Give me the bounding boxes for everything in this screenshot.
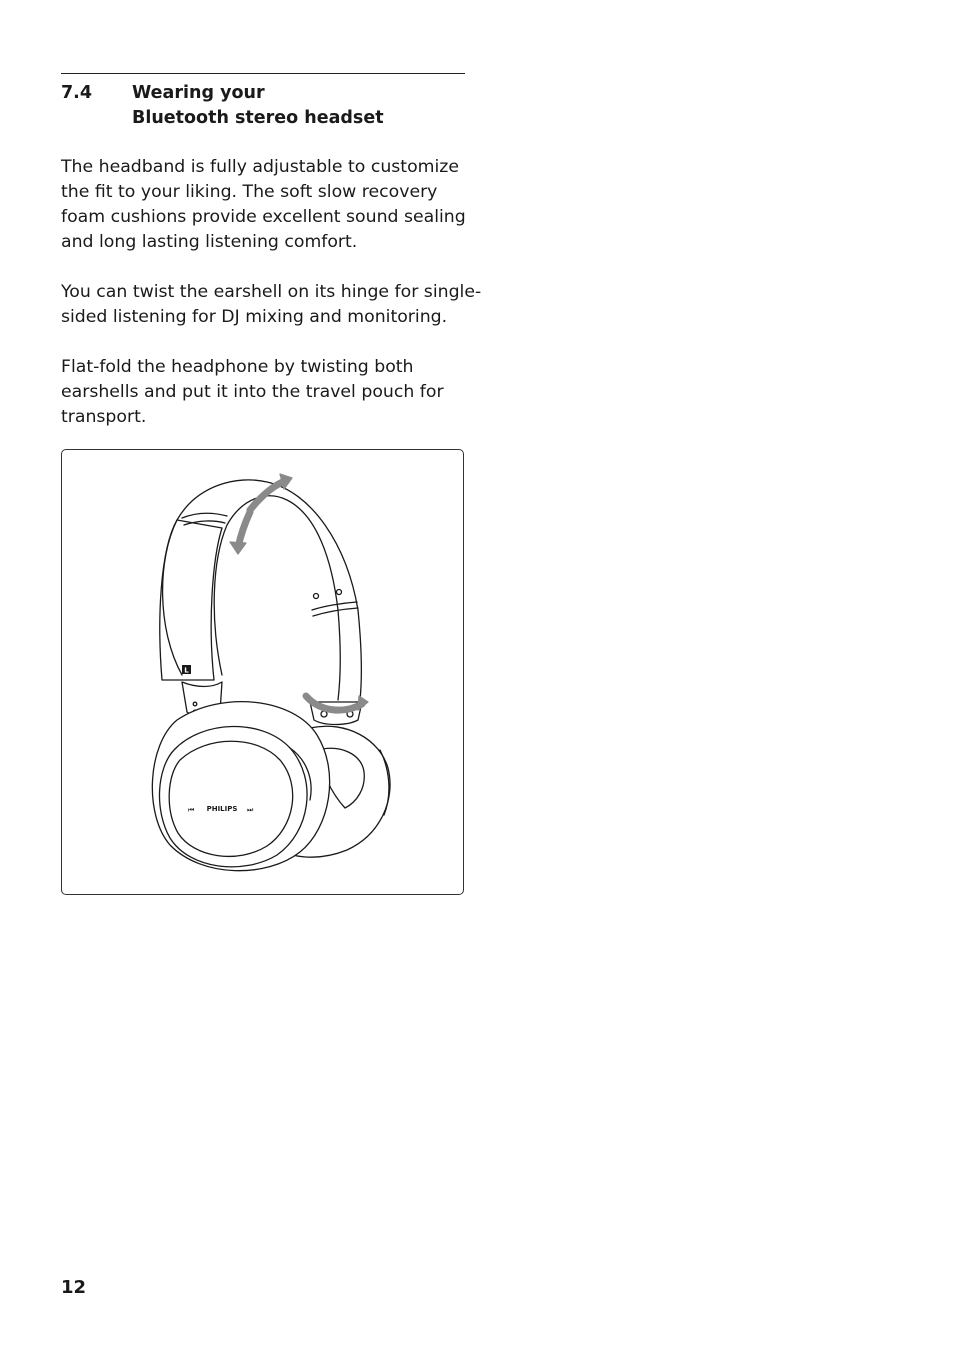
text-line: sided listening for DJ mixing and monitoring. [61, 307, 448, 327]
section-title-line: Bluetooth stereo headset [132, 108, 384, 128]
headband-slot [182, 513, 227, 518]
headband-screw [337, 590, 342, 595]
adjust-arrow-up [250, 480, 287, 510]
text-line: earshells and put it into the travel pouch for [61, 382, 444, 402]
twist-arrowhead [358, 696, 368, 710]
headband-inner [214, 496, 340, 700]
text-line: transport. [61, 407, 147, 427]
text-line: the fit to your liking. The soft slow recovery [61, 182, 438, 202]
paragraph-earshell [61, 280, 481, 330]
headphone-drawing [62, 450, 465, 896]
paragraph-flat-fold [61, 355, 481, 430]
headband-seam [313, 608, 358, 616]
section-title [132, 81, 384, 131]
adjust-arrowhead-down [230, 542, 246, 554]
next-track-icon: ⏭ [247, 806, 254, 814]
brand-label: PHILIPS [206, 805, 238, 813]
page-number: 12 [61, 1277, 87, 1298]
headband-outer [163, 480, 362, 700]
headband-left-slider [160, 520, 222, 680]
section-title-line: Wearing your [132, 83, 265, 103]
text-line: foam cushions provide excellent sound sealing [61, 207, 466, 227]
text-line: Flat-fold the headphone by twisting both [61, 357, 414, 377]
text-line: and long lasting listening comfort. [61, 232, 358, 252]
headphone-illustration [61, 449, 464, 895]
right-earcup-edge [380, 750, 389, 815]
section-rule [61, 73, 465, 74]
headband-screw [314, 594, 319, 599]
left-hinge-dot [193, 702, 197, 706]
text-line: You can twist the earshell on its hinge for single- [61, 282, 482, 302]
section-number: 7.4 [61, 83, 93, 103]
prev-track-icon: ⏮ [188, 806, 195, 814]
text-line: The headband is fully adjustable to customize [61, 157, 459, 177]
paragraph-headband [61, 155, 481, 255]
twist-arrow [306, 696, 362, 710]
side-marker-label: L [184, 666, 189, 675]
